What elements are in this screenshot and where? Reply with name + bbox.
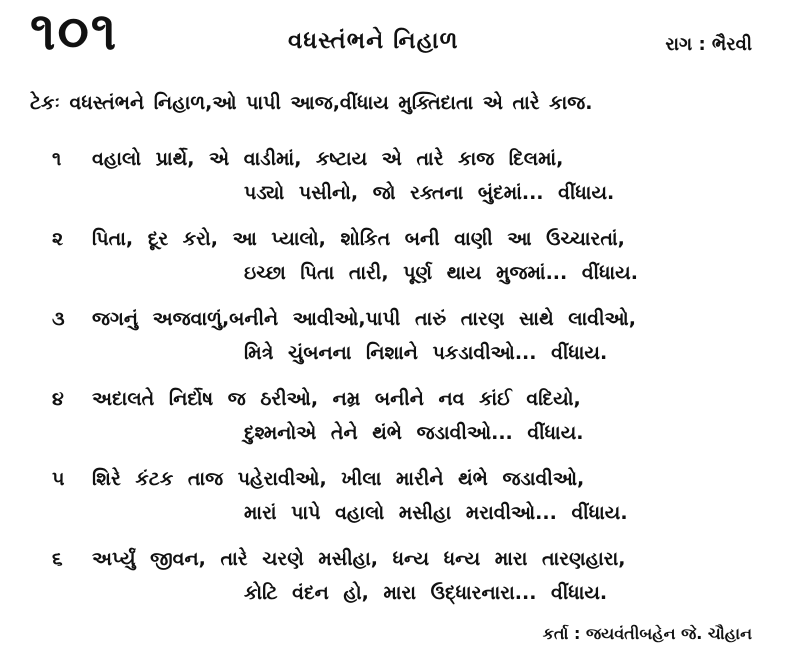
verse-line: જગનું અજવાળું,બનીને આવીઓ,પાપી તારું તારણ સાથે લાવીઓ,	[92, 308, 636, 330]
verse-1	[0, 142, 792, 222]
verse-line: કોટિ વંદન હો, મારા ઉદ્ધારનારા... વીંધાય.	[244, 582, 608, 604]
verse-2	[0, 222, 792, 302]
verse-line: પડ્યો પસીનો, જો રક્તના બુંદમાં... વીંધાય.	[244, 182, 615, 204]
verse-line: શિરે કંટક તાજ પહેરાવીઓ, ખીલા મારીને થંભે જડાવીઓ,	[92, 468, 585, 490]
verse-line: પિતા, દૂર કરો, આ પ્યાલો, શોકિત બની વાણી આ ઉચ્ચારતાં,	[92, 228, 625, 250]
hymn-number: ૧૦૧	[30, 2, 119, 62]
verse-number: ૩	[52, 308, 65, 330]
hymn-title: વધસ્તંભને નિહાળ	[288, 28, 459, 54]
raag-label: રાગ : ભૈરવી	[665, 34, 752, 55]
verse-line: વહાલો પ્રાર્થે, એ વાડીમાં, કષ્ટાય એ તારે કાજ દિલમાં,	[92, 148, 564, 170]
verse-number: ૫	[52, 468, 65, 490]
verse-number: ૨	[52, 228, 64, 250]
verse-number: ૪	[52, 388, 64, 410]
verse-line: અદાલતે નિર્દોષ જ ઠરીઓ, નમ્ર બનીને નવ કાંઈ વદિયો,	[92, 388, 581, 410]
verse-3	[0, 302, 792, 382]
verse-5	[0, 462, 792, 542]
verse-line: મારાં પાપે વહાલો મસીહા મરાવીઓ... વીંધાય.	[244, 502, 628, 524]
refrain-line: ટેકઃ વધસ્તંભને નિહાળ,ઓ પાપી આજ,વીંધાય મુક્તિદાતા એ તારે કાજ.	[30, 92, 593, 114]
verse-line: અર્પ્યું જીવન, તારે ચરણે મસીહા, ધન્ય ધન્ય મારા તારણહારા,	[92, 548, 626, 570]
verse-6	[0, 542, 792, 622]
verse-list	[0, 142, 792, 622]
verse-line: દુશ્મનોએ તેને થંભે જડાવીઓ... વીંધાય.	[244, 422, 584, 444]
verse-line: મિત્રે ચુંબનના નિશાને પકડાવીઓ... વીંધાય.	[244, 342, 608, 364]
verse-4	[0, 382, 792, 462]
verse-number: ૧	[52, 148, 62, 170]
verse-number: ૬	[52, 548, 63, 570]
verse-line: ઇચ્છા પિતા તારી, પૂર્ણ થાય મુજમાં... વીંધાય.	[244, 262, 638, 284]
author-credit: કર્તા : જયવંતીબહેન જે. ચૌહાન	[542, 624, 752, 643]
